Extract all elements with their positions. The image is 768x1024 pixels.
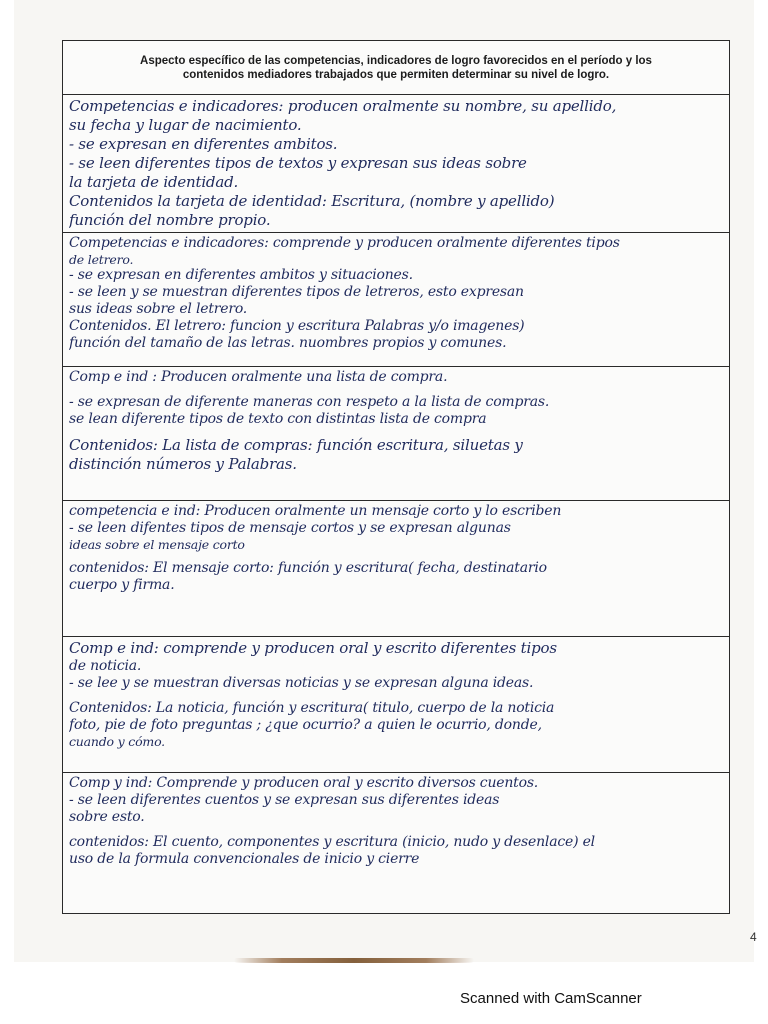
spacer xyxy=(69,826,725,834)
handwritten-line: - se expresan en diferentes ambitos. xyxy=(69,135,338,153)
header-text xyxy=(140,54,652,82)
handwritten-line: la tarjeta de identidad. xyxy=(69,173,239,191)
handwritten-line: su fecha y lugar de nacimiento. xyxy=(69,116,302,134)
handwritten-line: - se leen diferentes cuentos y se expresan sus diferentes ideas xyxy=(69,792,500,808)
section-news xyxy=(63,637,729,773)
handwritten-line: Comp y ind: Comprende y producen oral y escrito diversos cuentos. xyxy=(69,775,539,791)
handwritten-line: Comp e ind : Producen oralmente una lista de compra. xyxy=(69,369,448,385)
section-identity-card xyxy=(63,95,729,233)
spacer xyxy=(69,428,725,436)
handwritten-line: cuando y cómo. xyxy=(69,734,165,749)
handwritten-line: ideas sobre el mensaje corto xyxy=(69,537,245,552)
handwritten-line: - se leen difentes tipos de mensaje cortos y se expresan algunas xyxy=(69,520,511,536)
section-sign xyxy=(63,233,729,367)
handwritten-line: Contenidos la tarjeta de identidad: Escritura, (nombre y apellido) xyxy=(69,192,555,210)
handwritten-line: Contenidos: La noticia, función y escritura( titulo, cuerpo de la noticia xyxy=(69,700,555,716)
handwritten-line: de letrero. xyxy=(69,252,134,267)
handwritten-line: - se leen y se muestran diferentes tipos de letreros, esto expresan xyxy=(69,284,524,300)
header-line: contenidos mediadores trabajados que permiten determinar su nivel de logro. xyxy=(182,68,610,81)
handwritten-line: competencia e ind: Producen oralmente un mensaje corto y lo escriben xyxy=(69,503,562,519)
page-number: 4 xyxy=(750,930,757,944)
camscanner-watermark: Scanned with CamScanner xyxy=(460,990,642,1007)
handwritten-line: foto, pie de foto preguntas ; ¿que ocurrio? a quien le ocurrio, donde, xyxy=(69,717,542,733)
handwritten-line: - se lee y se muestran diversas noticias y se expresan alguna ideas. xyxy=(69,675,534,691)
handwritten-line: - se expresan de diferente maneras con respeto a la lista de compras. xyxy=(69,394,550,410)
handwritten-line: Contenidos: La lista de compras: función escritura, siluetas y xyxy=(69,436,523,454)
handwritten-line: Contenidos. El letrero: funcion y escritura Palabras y/o imagenes) xyxy=(69,318,525,334)
spacer xyxy=(69,386,725,394)
handwritten-line: - se expresan en diferentes ambitos y situaciones. xyxy=(69,267,413,283)
scan-edge-strip xyxy=(234,958,474,963)
handwritten-line: cuerpo y firma. xyxy=(69,577,175,593)
handwritten-line: Competencias e indicadores: comprende y producen oralmente diferentes tipos xyxy=(69,235,620,251)
handwritten-line: contenidos: El mensaje corto: función y escritura( fecha, destinatario xyxy=(69,560,547,576)
handwritten-line: - se leen diferentes tipos de textos y expresan sus ideas sobre xyxy=(69,154,527,172)
competencies-table xyxy=(62,40,730,914)
handwritten-line: de noticia. xyxy=(69,658,142,674)
handwritten-line: sobre esto. xyxy=(69,809,145,825)
handwritten-line: uso de la formula convencionales de inicio y cierre xyxy=(69,851,420,867)
handwritten-line: se lean diferente tipos de texto con distintas lista de compra xyxy=(69,411,487,427)
handwritten-line: función del nombre propio. xyxy=(69,211,271,229)
handwritten-line: sus ideas sobre el letrero. xyxy=(69,301,248,317)
table-header xyxy=(63,41,729,95)
scanned-page xyxy=(14,0,757,962)
handwritten-line: contenidos: El cuento, componentes y escritura (inicio, nudo y desenlace) el xyxy=(69,834,595,850)
section-story xyxy=(63,773,729,913)
spacer xyxy=(69,692,725,700)
handwritten-line: distinción números y Palabras. xyxy=(69,455,297,473)
handwritten-line: Competencias e indicadores: producen oralmente su nombre, su apellido, xyxy=(69,97,617,115)
spacer xyxy=(69,552,725,560)
handwritten-line: función del tamaño de las letras. nuombres propios y comunes. xyxy=(69,335,507,351)
handwritten-line: Comp e ind: comprende y producen oral y escrito diferentes tipos xyxy=(69,639,557,657)
section-shopping-list xyxy=(63,367,729,501)
section-short-message xyxy=(63,501,729,637)
header-line: Aspecto específico de las competencias, indicadores de logro favorecidos en el período y los xyxy=(140,54,652,67)
